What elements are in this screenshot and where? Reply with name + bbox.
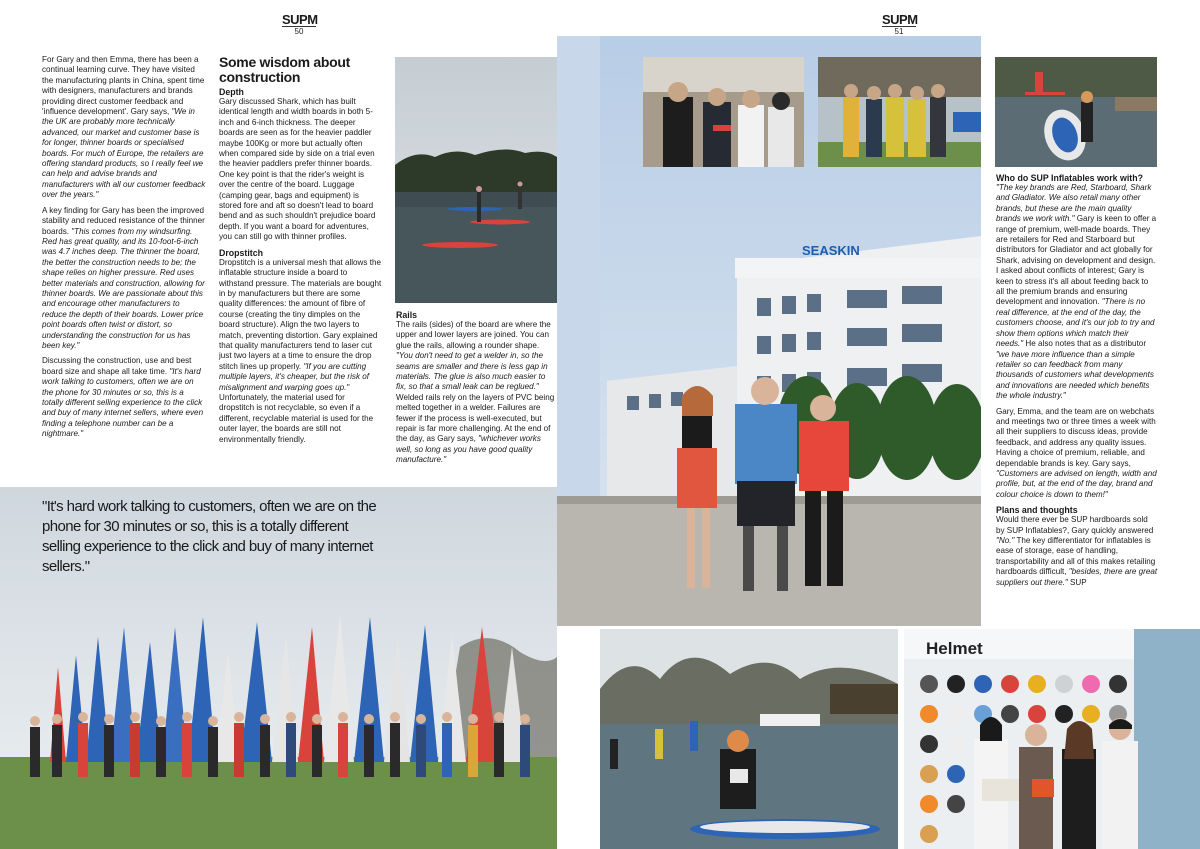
factory-sign-text: SEASKIN	[802, 243, 860, 258]
lake-paddlers-image	[395, 57, 557, 303]
folio-right	[882, 13, 916, 36]
quote-text: "No."	[996, 536, 1015, 545]
paragraph	[42, 55, 206, 201]
subheading-rails: Rails	[396, 310, 418, 320]
magazine-logo: SUPM	[882, 12, 918, 27]
section-heading: Some wisdom about construction	[219, 54, 351, 85]
quote-text: "besides, there are great suppliers out there."	[996, 567, 1158, 587]
article-column-2	[219, 55, 382, 450]
body-text: Unfortunately, the material used for dropstitch is not recyclable, so even if a different, recyclable material is used for the outer layer, the boards are still not environmentally friendly.	[219, 392, 374, 444]
photo-launching-board	[995, 57, 1157, 167]
body-text: A key finding for Gary has been the improved stability and reduced resistance of the thinner boards.	[42, 205, 205, 236]
subheading-who: Who do SUP Inflatables work with?	[996, 173, 1143, 183]
quote-text: "You don't need to get a welder in, so the seams are smaller and there is less gap in materials. The glue is also much easier to fix, so that a small leak can be reglued."	[396, 351, 548, 392]
paragraph	[42, 356, 206, 439]
body-text: The key differentiator for inflatables is ease of storage, ease of handling, transportability and all of this makes retailing hardboards difficult,	[996, 536, 1156, 577]
paragraph	[996, 183, 1158, 402]
launching-board-image	[995, 57, 1157, 167]
page-number: 51	[882, 26, 916, 36]
quote-text: "There is no real difference, at the end of the day, the customers choose, and it's our job to try and show them options which match their needs."	[996, 297, 1155, 349]
river-paddler-image	[600, 629, 898, 849]
helmet-shop-image	[904, 629, 1200, 849]
photo-lake-paddlers	[395, 57, 557, 303]
paragraph	[42, 206, 206, 352]
body-text: For Gary and then Emma, there has been a continual learning curve. They have visited the manufacturing plants in China, spent time with designers, manufacturers and brands providing direct customer feedback and 'influence development'. Gary says,	[42, 55, 205, 117]
quote-text: "It's hard work talking to customers, often we are on the phone for 30 minutes or so, this is a totally different selling experience to the click and buy of many internet sellers, where even finding a telephone number can be a nightmare."	[42, 366, 204, 439]
page-number: 50	[282, 26, 316, 36]
subheading-dropstitch: Dropstitch	[219, 247, 263, 258]
body-text: Gary, Emma, and the team are on webchats and meetings two or three times a week with all their suppliers to discuss ideas, provide feedback, and address any quality issues. Having a choice of premium, reliable, and dependable brands is key. Gary says,	[996, 406, 1156, 468]
paragraph: Gary discussed Shark, which has built identical length and width boards in both 5-inch and 6-inch thickness. The deeper boards are seen as for the heavier paddler maybe 100Kg or more but actually often when compared side by side on a trial even the heavier paddlers prefer thinner boards. One key point is that the rider's weight is over the centre of the board. Luggage (camping gear, bags and equipment) is stored fore and aft so doesn't lead to board bend and as such shouldn't prejudice board depth. If you want a board for adventures, you can still go with thinner profiles.	[219, 97, 376, 242]
photo-meeting	[643, 57, 804, 167]
body-text: Welded rails rely on the layers of PVC being melted together in a welder. Failures are fewer if the process is well-executed, but repair is far more challenging. At the end of the day, as Gary says,	[396, 392, 555, 444]
body-text: Dropstitch is a universal mesh that allows the inflatable structure inside a board to withstand pressure. The materials are bought in by manufacturers but there are some quality differences: the amount of fibre of course (creating the tiny dimples on the board structure). Align the two layers to match, preventing distortion. Gary explained that quality manufacturers tend to laser cut just two layers at a time to ensure the drop stitch lines up properly.	[219, 257, 382, 371]
meeting-image	[643, 57, 804, 167]
paragraph	[396, 320, 556, 466]
body-text: SUP	[1067, 577, 1087, 587]
shop-sign-text: Helmet	[926, 639, 983, 658]
quote-text: "We in the UK are probably more technically advanced, our market and customer base is for longer, thinner boards or specialised boards. For much of Europe, the retailers are offering standard products, so I really feel we can help and advise brands and manufacturers with all our customer feedback over the years."	[42, 107, 206, 200]
paragraph	[996, 407, 1158, 501]
photo-helmet-shop	[904, 629, 1200, 849]
quote-text: "whichever works well, so long as you have good quality manufacture."	[396, 434, 541, 465]
article-column-1	[42, 55, 206, 445]
article-column-3	[396, 310, 556, 471]
quote-text: "If you are cutting multiple layers, it's cheaper, but the risk of misalignment and warping goes up."	[219, 361, 369, 392]
subheading-depth: Depth	[219, 87, 244, 97]
quote-text: "we have more influence than a simple retailer so can feedback from many thousands of customers what developments and innovations are needed which benefits the whole industry."	[996, 349, 1154, 401]
magazine-logo: SUPM	[282, 12, 318, 27]
quote-text: "The key brands are Red, Starboard, Shark and Gladiator. We also retail many other brands, but these are the main quality brands we work with."	[996, 183, 1152, 224]
quote-text: "This comes from my windsurfing. Red has great quality, and its 10-foot-6-inch was 4.7 inches deep. The thinner the board, the better the construction needs to be; the shape relies on higher pressure. Red uses better materials and construction, allowing for thinner boards. We are passionate about this and encourage other manufacturers to reduce the depth of their boards. Lower price point boards often twist or distort, so understanding the construction for us has been key."	[42, 226, 205, 350]
photo-river-paddler	[600, 629, 898, 849]
pull-quote: "It's hard work talking to customers, often we are on the phone for 30 minutes or so, this is a totally different selling experience to the click and buy of many internet sellers."	[42, 498, 377, 575]
paragraph	[996, 515, 1158, 588]
body-text: The rails (sides) of the board are where the upper and lower layers are joined. You can glue the rails, allowing a rounder shape.	[396, 320, 551, 350]
paragraph	[219, 258, 382, 445]
folio-left	[282, 13, 316, 36]
body-text: Would there ever be SUP hardboards sold by SUP Inflatables?, Gary quickly answered	[996, 515, 1154, 535]
body-text: Gary is keen to offer a range of premium, well-made boards. They are retailers for Red and Starboard but distributors for Gladiator and act globally for Shark, advising on development and design. I asked about conflicts of interest; Gary is keen to stress it's all about feeding back to all the premium brands and ensuring development and innovation.	[996, 214, 1157, 307]
subheading-plans: Plans and thoughts	[996, 505, 1078, 516]
quote-text: "Customers are advised on length, width and profile, but, at the end of the day, brand and colour choice is down to them!"	[996, 468, 1157, 499]
group-outdoor-image	[818, 57, 981, 167]
body-text: Discussing the construction, use and best board size and shape all take time.	[42, 356, 192, 376]
photo-group-outdoor	[818, 57, 981, 167]
body-text: He also notes that as a distributor	[1023, 339, 1147, 349]
article-column-4	[996, 173, 1158, 593]
